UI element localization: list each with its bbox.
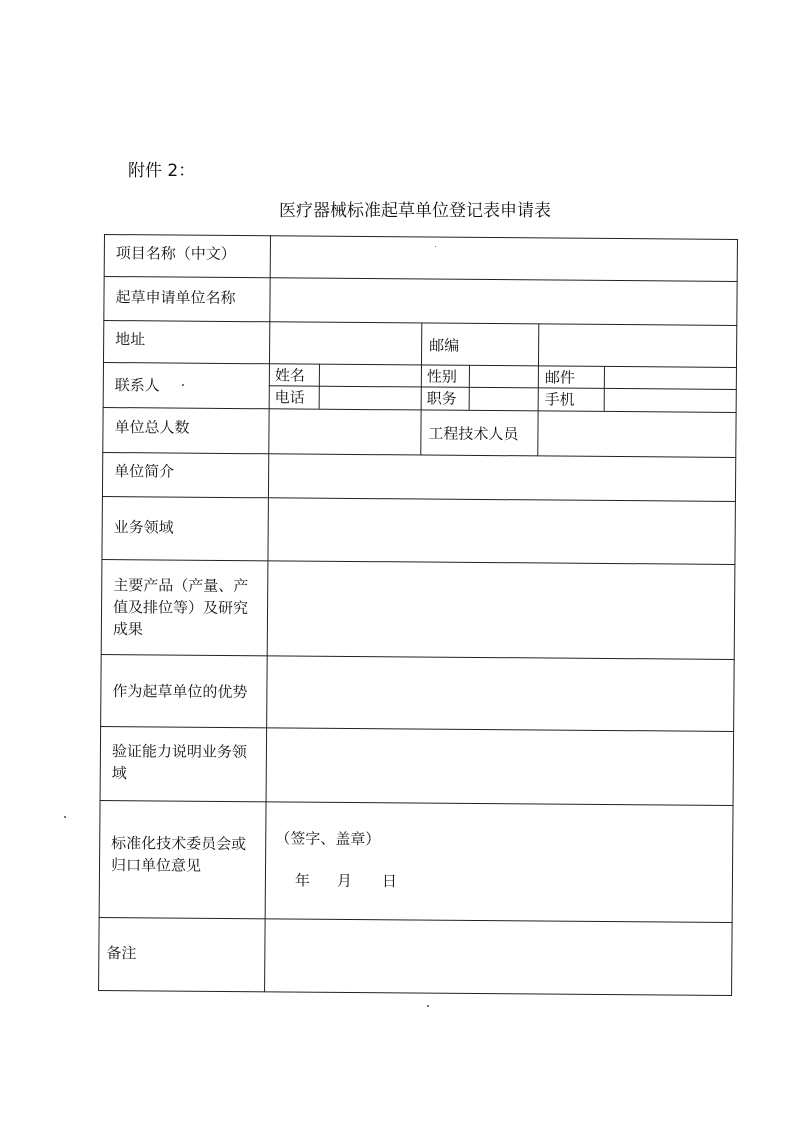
scan-speck: [182, 384, 184, 386]
contact-mobile-label: 手机: [544, 390, 575, 409]
form-title: 医疗器械标准起草单位登记表申请表: [279, 201, 551, 221]
signature-stamp-text: （签字、盖章）: [275, 829, 381, 849]
postcode-label: 邮编: [429, 336, 460, 355]
contact-position-field[interactable]: [471, 389, 537, 410]
unit-name-label: 起草申请单位名称: [115, 288, 236, 308]
date-month-label: 月: [336, 871, 353, 890]
address-label: 地址: [115, 330, 146, 349]
contact-label: 联系人: [114, 376, 160, 395]
contact-email-label: 邮件: [544, 368, 575, 387]
scan-speck: [435, 246, 436, 247]
date-year-label: 年: [294, 871, 311, 890]
project-name-field[interactable]: [272, 237, 736, 280]
registration-form-table: [98, 234, 738, 997]
contact-phone-field[interactable]: [321, 388, 419, 409]
total-staff-field[interactable]: [270, 410, 418, 453]
unit-name-field[interactable]: [271, 279, 735, 324]
contact-position-label: 职务: [426, 389, 457, 408]
contact-name-label: 姓名: [274, 366, 305, 385]
verification-field[interactable]: [268, 729, 733, 804]
intro-field[interactable]: [270, 455, 734, 500]
scan-speck: [427, 1005, 429, 1007]
products-label: 主要产品（产量、产值及排位等）及研究成果: [112, 576, 249, 639]
contact-phone-label: 电话: [274, 388, 305, 407]
contact-email-field[interactable]: [606, 368, 735, 388]
contact-gender-label: 性别: [426, 367, 457, 386]
remarks-label: 备注: [106, 944, 137, 963]
advantage-field[interactable]: [268, 657, 733, 730]
table-border-left: [98, 234, 105, 991]
verification-label: 验证能力说明业务领域: [111, 742, 248, 783]
remarks-field[interactable]: [266, 920, 731, 994]
engineers-label: 工程技术人员: [428, 424, 519, 444]
business-label: 业务领域: [113, 518, 174, 537]
postcode-field[interactable]: [540, 325, 735, 366]
address-field[interactable]: [271, 323, 419, 363]
engineers-field[interactable]: [539, 412, 734, 456]
column-divider: [420, 322, 422, 454]
date-day-label: 日: [381, 872, 398, 891]
attachment-label: 附件 2：: [128, 161, 196, 181]
advantage-label: 作为起草单位的优势: [112, 682, 248, 702]
contact-name-field[interactable]: [321, 366, 419, 386]
project-name-label: 项目名称（中文）: [115, 244, 236, 264]
business-field[interactable]: [269, 499, 733, 563]
intro-label: 单位简介: [114, 462, 175, 481]
total-staff-label: 单位总人数: [114, 418, 190, 437]
contact-mobile-field[interactable]: [606, 390, 735, 411]
contact-gender-field[interactable]: [471, 367, 537, 387]
committee-label: 标准化技术委员会或归口单位意见: [110, 834, 247, 875]
scan-speck: [64, 816, 66, 818]
products-field[interactable]: [269, 562, 734, 658]
